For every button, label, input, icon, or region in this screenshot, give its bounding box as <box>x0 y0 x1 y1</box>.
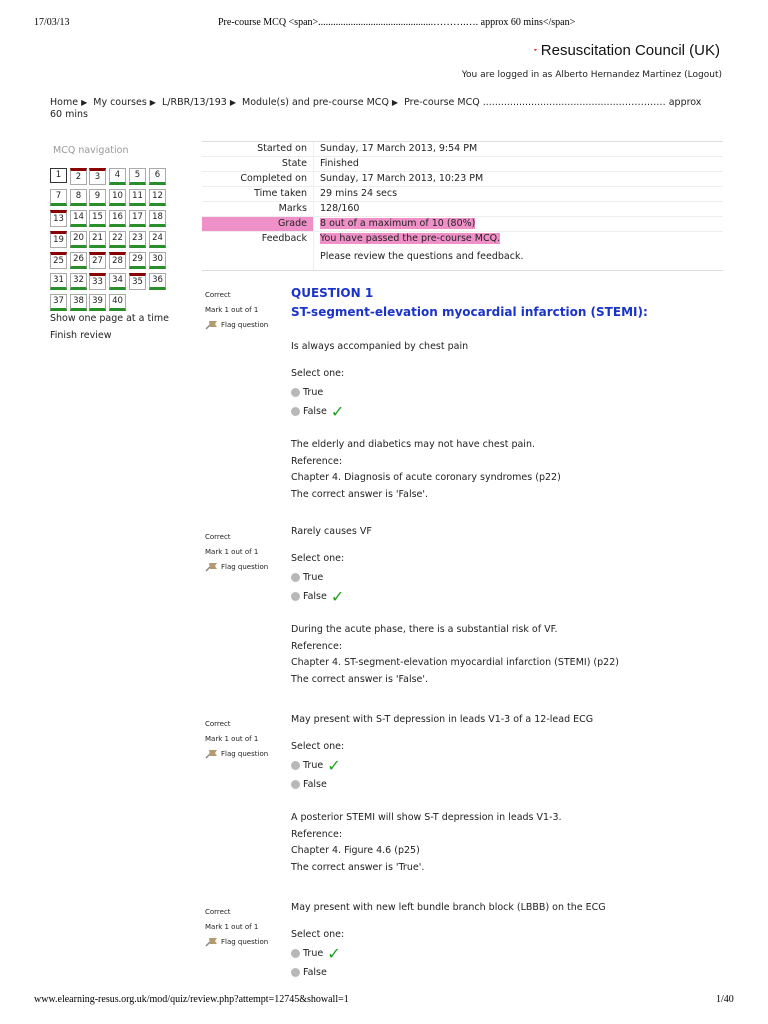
select-one-label: Select one: <box>291 553 345 564</box>
breadcrumb-course[interactable]: L/RBR/13/193 <box>161 97 227 108</box>
summary-label: Grade <box>202 217 314 231</box>
question-nav-button[interactable]: 36 <box>149 273 166 290</box>
question-nav-button[interactable]: 34 <box>109 273 126 290</box>
feedback-line: Chapter 4. Diagnosis of acute coronary syndromes (p22) <box>291 472 561 483</box>
flag-question-button[interactable] <box>205 320 268 330</box>
summary-row <box>202 157 723 172</box>
question-info <box>205 720 268 759</box>
question-nav-button[interactable]: 30 <box>149 252 166 269</box>
summary-row-grade <box>202 217 723 232</box>
question-mark: Mark 1 out of 1 <box>205 735 259 743</box>
login-info <box>462 70 722 80</box>
feedback-line: Chapter 4. ST-segment-elevation myocardial infarction (STEMI) (p22) <box>291 657 619 668</box>
breadcrumb-home[interactable]: Home <box>50 97 79 108</box>
question-nav-button[interactable]: 37 <box>50 294 67 311</box>
question-nav-button[interactable]: 32 <box>70 273 87 290</box>
summary-label: Marks <box>202 202 314 216</box>
feedback-value: You have passed the pre-course MCQ. <box>320 233 501 244</box>
question-nav-button[interactable]: 33 <box>89 273 106 290</box>
flag-question-label: Flag question <box>221 750 269 758</box>
option-label: True <box>303 760 324 771</box>
summary-row <box>202 142 723 157</box>
question-block <box>291 286 721 503</box>
option-label: True <box>303 572 324 583</box>
question-status: Correct <box>205 533 231 541</box>
breadcrumb-separator-icon: ▶ <box>229 98 236 107</box>
breadcrumb <box>50 97 710 121</box>
question-nav-button[interactable]: 13 <box>50 210 67 227</box>
show-one-page-link[interactable]: Show one page at a time <box>50 313 169 324</box>
flag-icon <box>205 320 219 330</box>
question-mark: Mark 1 out of 1 <box>205 548 259 556</box>
question-nav-button[interactable]: 3 <box>89 168 106 185</box>
print-page-number: 1/40 <box>716 994 734 1005</box>
summary-value-grade <box>314 217 481 231</box>
logo-text: Resuscitation Council (UK) <box>540 41 720 59</box>
question-nav-button[interactable]: 25 <box>50 252 67 269</box>
summary-row <box>202 202 723 217</box>
flag-icon <box>205 562 219 572</box>
feedback-line: Chapter 4. Figure 4.6 (p25) <box>291 845 420 856</box>
print-title: Pre-course MCQ <span>..............................................……….…. approx 60 mins</span> <box>218 17 576 28</box>
answer-option-true[interactable] <box>291 756 721 775</box>
question-nav-button[interactable]: 38 <box>70 294 87 311</box>
breadcrumb-module[interactable]: Module(s) and pre-course MCQ <box>242 97 389 108</box>
question-nav-button[interactable]: 9 <box>89 189 106 206</box>
question-info <box>205 533 268 572</box>
question-text: May present with S-T depression in leads V1-3 of a 12-lead ECG <box>291 714 594 725</box>
option-label: False <box>303 779 327 790</box>
question-nav-button[interactable]: 1 <box>50 168 67 183</box>
select-one-label: Select one: <box>291 741 345 752</box>
question-text: Rarely causes VF <box>291 526 372 537</box>
print-date: 17/03/13 <box>34 17 70 28</box>
feedback-line: Reference: <box>291 828 343 840</box>
question-feedback <box>291 810 721 876</box>
summary-label: State <box>202 157 314 171</box>
question-info <box>205 291 268 330</box>
answer-option-true[interactable] <box>291 944 721 963</box>
summary-row <box>202 172 723 187</box>
radio-button[interactable] <box>291 592 300 601</box>
question-nav-button[interactable]: 29 <box>129 252 146 269</box>
breadcrumb-separator-icon: ▶ <box>81 98 88 107</box>
question-title: ST-segment-elevation myocardial infarction (STEMI): <box>291 305 648 319</box>
feedback-line: The correct answer is 'True'. <box>291 861 425 873</box>
question-nav-button[interactable]: 15 <box>89 210 106 227</box>
grade-value: 8 out of a maximum of 10 (80%) <box>320 218 476 229</box>
summary-value: Finished <box>320 158 359 169</box>
summary-row <box>202 187 723 202</box>
logout-link[interactable]: (Logout) <box>684 70 722 80</box>
site-logo[interactable] <box>534 36 720 64</box>
correct-tick-icon: ✓ <box>327 755 341 775</box>
mcq-navigation-title: MCQ navigation <box>53 145 129 156</box>
select-one-label: Select one: <box>291 929 345 940</box>
radio-button[interactable] <box>291 780 300 789</box>
breadcrumb-quiz[interactable]: Pre-course MCQ ..............................................……….…. approx 60 mins <box>50 97 702 120</box>
question-nav-button[interactable]: 7 <box>50 189 67 206</box>
question-nav-button[interactable]: 31 <box>50 273 67 290</box>
question-number: QUESTION 1 <box>291 286 374 300</box>
flag-question-button[interactable] <box>205 749 268 759</box>
user-name-link[interactable]: Alberto Hernandez Martinez <box>555 70 682 80</box>
radio-button[interactable] <box>291 968 300 977</box>
feedback-line: The correct answer is 'False'. <box>291 673 429 685</box>
question-nav-button[interactable]: 19 <box>50 231 67 248</box>
option-label: True <box>303 948 324 959</box>
question-nav-button[interactable]: 5 <box>129 168 146 185</box>
feedback-line: During the acute phase, there is a substantial risk of VF. <box>291 624 558 635</box>
flag-question-label: Flag question <box>221 321 269 329</box>
radio-button[interactable] <box>291 949 300 958</box>
summary-value: 128/160 <box>320 203 360 214</box>
summary-value: 29 mins 24 secs <box>320 188 398 199</box>
question-nav-button[interactable]: 21 <box>89 231 106 248</box>
feedback-extra: Please review the questions and feedback. <box>320 251 524 262</box>
question-nav-button[interactable]: 14 <box>70 210 87 227</box>
flag-question-label: Flag question <box>221 563 269 571</box>
question-nav-button[interactable]: 12 <box>149 189 166 206</box>
radio-button[interactable] <box>291 761 300 770</box>
feedback-line: Reference: <box>291 640 343 652</box>
heart-logo-icon <box>534 38 537 62</box>
question-nav-button[interactable]: 22 <box>109 231 126 248</box>
flag-question-button[interactable] <box>205 562 268 572</box>
question-text: Is always accompanied by chest pain <box>291 341 469 352</box>
question-nav-button[interactable]: 8 <box>70 189 87 206</box>
summary-label: Started on <box>202 142 314 156</box>
flag-question-button[interactable] <box>205 937 268 947</box>
option-label: False <box>303 406 327 417</box>
question-nav-button[interactable]: 23 <box>129 231 146 248</box>
question-nav-button[interactable]: 26 <box>70 252 87 269</box>
feedback-line: The correct answer is 'False'. <box>291 488 429 500</box>
question-status: Correct <box>205 908 231 916</box>
question-status: Correct <box>205 291 231 299</box>
question-nav-button[interactable]: 20 <box>70 231 87 248</box>
question-status: Correct <box>205 720 231 728</box>
summary-label: Feedback <box>202 232 314 270</box>
question-nav-button[interactable]: 11 <box>129 189 146 206</box>
answer-option-false[interactable] <box>291 587 721 606</box>
radio-button[interactable] <box>291 388 300 397</box>
login-prefix: You are logged in as <box>461 70 553 80</box>
flag-icon <box>205 937 219 947</box>
question-nav-button[interactable]: 16 <box>109 210 126 227</box>
question-block <box>291 526 721 688</box>
question-nav-button[interactable]: 6 <box>149 168 166 185</box>
question-nav-button[interactable]: 39 <box>89 294 106 311</box>
question-nav-button[interactable]: 40 <box>109 294 126 311</box>
option-label: False <box>303 591 327 602</box>
summary-label: Completed on <box>202 172 314 186</box>
feedback-line: A posterior STEMI will show S-T depression in leads V1-3. <box>291 812 562 823</box>
answer-option-false[interactable] <box>291 963 721 982</box>
select-one-label: Select one: <box>291 368 345 379</box>
question-text: May present with new left bundle branch block (LBBB) on the ECG <box>291 902 606 913</box>
answer-option-false[interactable] <box>291 775 721 794</box>
question-block <box>291 714 721 876</box>
question-nav-button[interactable]: 4 <box>109 168 126 185</box>
feedback-line: Reference: <box>291 455 343 467</box>
finish-review-link[interactable]: Finish review <box>50 330 112 341</box>
question-info <box>205 908 268 947</box>
correct-tick-icon: ✓ <box>330 401 345 421</box>
question-mark: Mark 1 out of 1 <box>205 306 259 314</box>
question-nav-button[interactable]: 24 <box>149 231 166 248</box>
question-nav-button[interactable]: 18 <box>149 210 166 227</box>
option-label: False <box>303 967 327 978</box>
answer-option-false[interactable] <box>291 402 721 421</box>
correct-tick-icon: ✓ <box>330 586 345 606</box>
question-nav-button[interactable]: 28 <box>109 252 126 269</box>
question-block <box>291 902 721 982</box>
question-nav-button[interactable]: 17 <box>129 210 146 227</box>
question-nav-button[interactable]: 2 <box>70 168 87 185</box>
option-label: True <box>303 387 324 398</box>
answer-option-true[interactable] <box>291 568 721 587</box>
attempt-summary-table <box>202 141 723 271</box>
summary-label: Time taken <box>202 187 314 201</box>
answer-option-true[interactable] <box>291 383 721 402</box>
breadcrumb-separator-icon: ▶ <box>149 98 156 107</box>
question-nav-button[interactable]: 10 <box>109 189 126 206</box>
correct-tick-icon: ✓ <box>327 943 341 963</box>
question-feedback <box>291 437 721 503</box>
flag-question-label: Flag question <box>221 938 269 946</box>
feedback-line: The elderly and diabetics may not have chest pain. <box>291 439 535 450</box>
radio-button[interactable] <box>291 407 300 416</box>
flag-icon <box>205 749 219 759</box>
radio-button[interactable] <box>291 573 300 582</box>
question-mark: Mark 1 out of 1 <box>205 923 259 931</box>
breadcrumb-separator-icon: ▶ <box>391 98 399 107</box>
breadcrumb-my-courses[interactable]: My courses <box>93 97 147 108</box>
summary-row-feedback <box>202 232 723 270</box>
summary-value-feedback <box>314 232 529 270</box>
summary-value: Sunday, 17 March 2013, 10:23 PM <box>320 173 484 184</box>
question-nav-button[interactable]: 27 <box>89 252 106 269</box>
summary-value: Sunday, 17 March 2013, 9:54 PM <box>320 143 478 154</box>
question-feedback <box>291 622 721 688</box>
print-url: www.elearning-resus.org.uk/mod/quiz/review.php?attempt=12745&showall=1 <box>34 994 349 1005</box>
question-nav-button[interactable]: 35 <box>129 273 146 290</box>
